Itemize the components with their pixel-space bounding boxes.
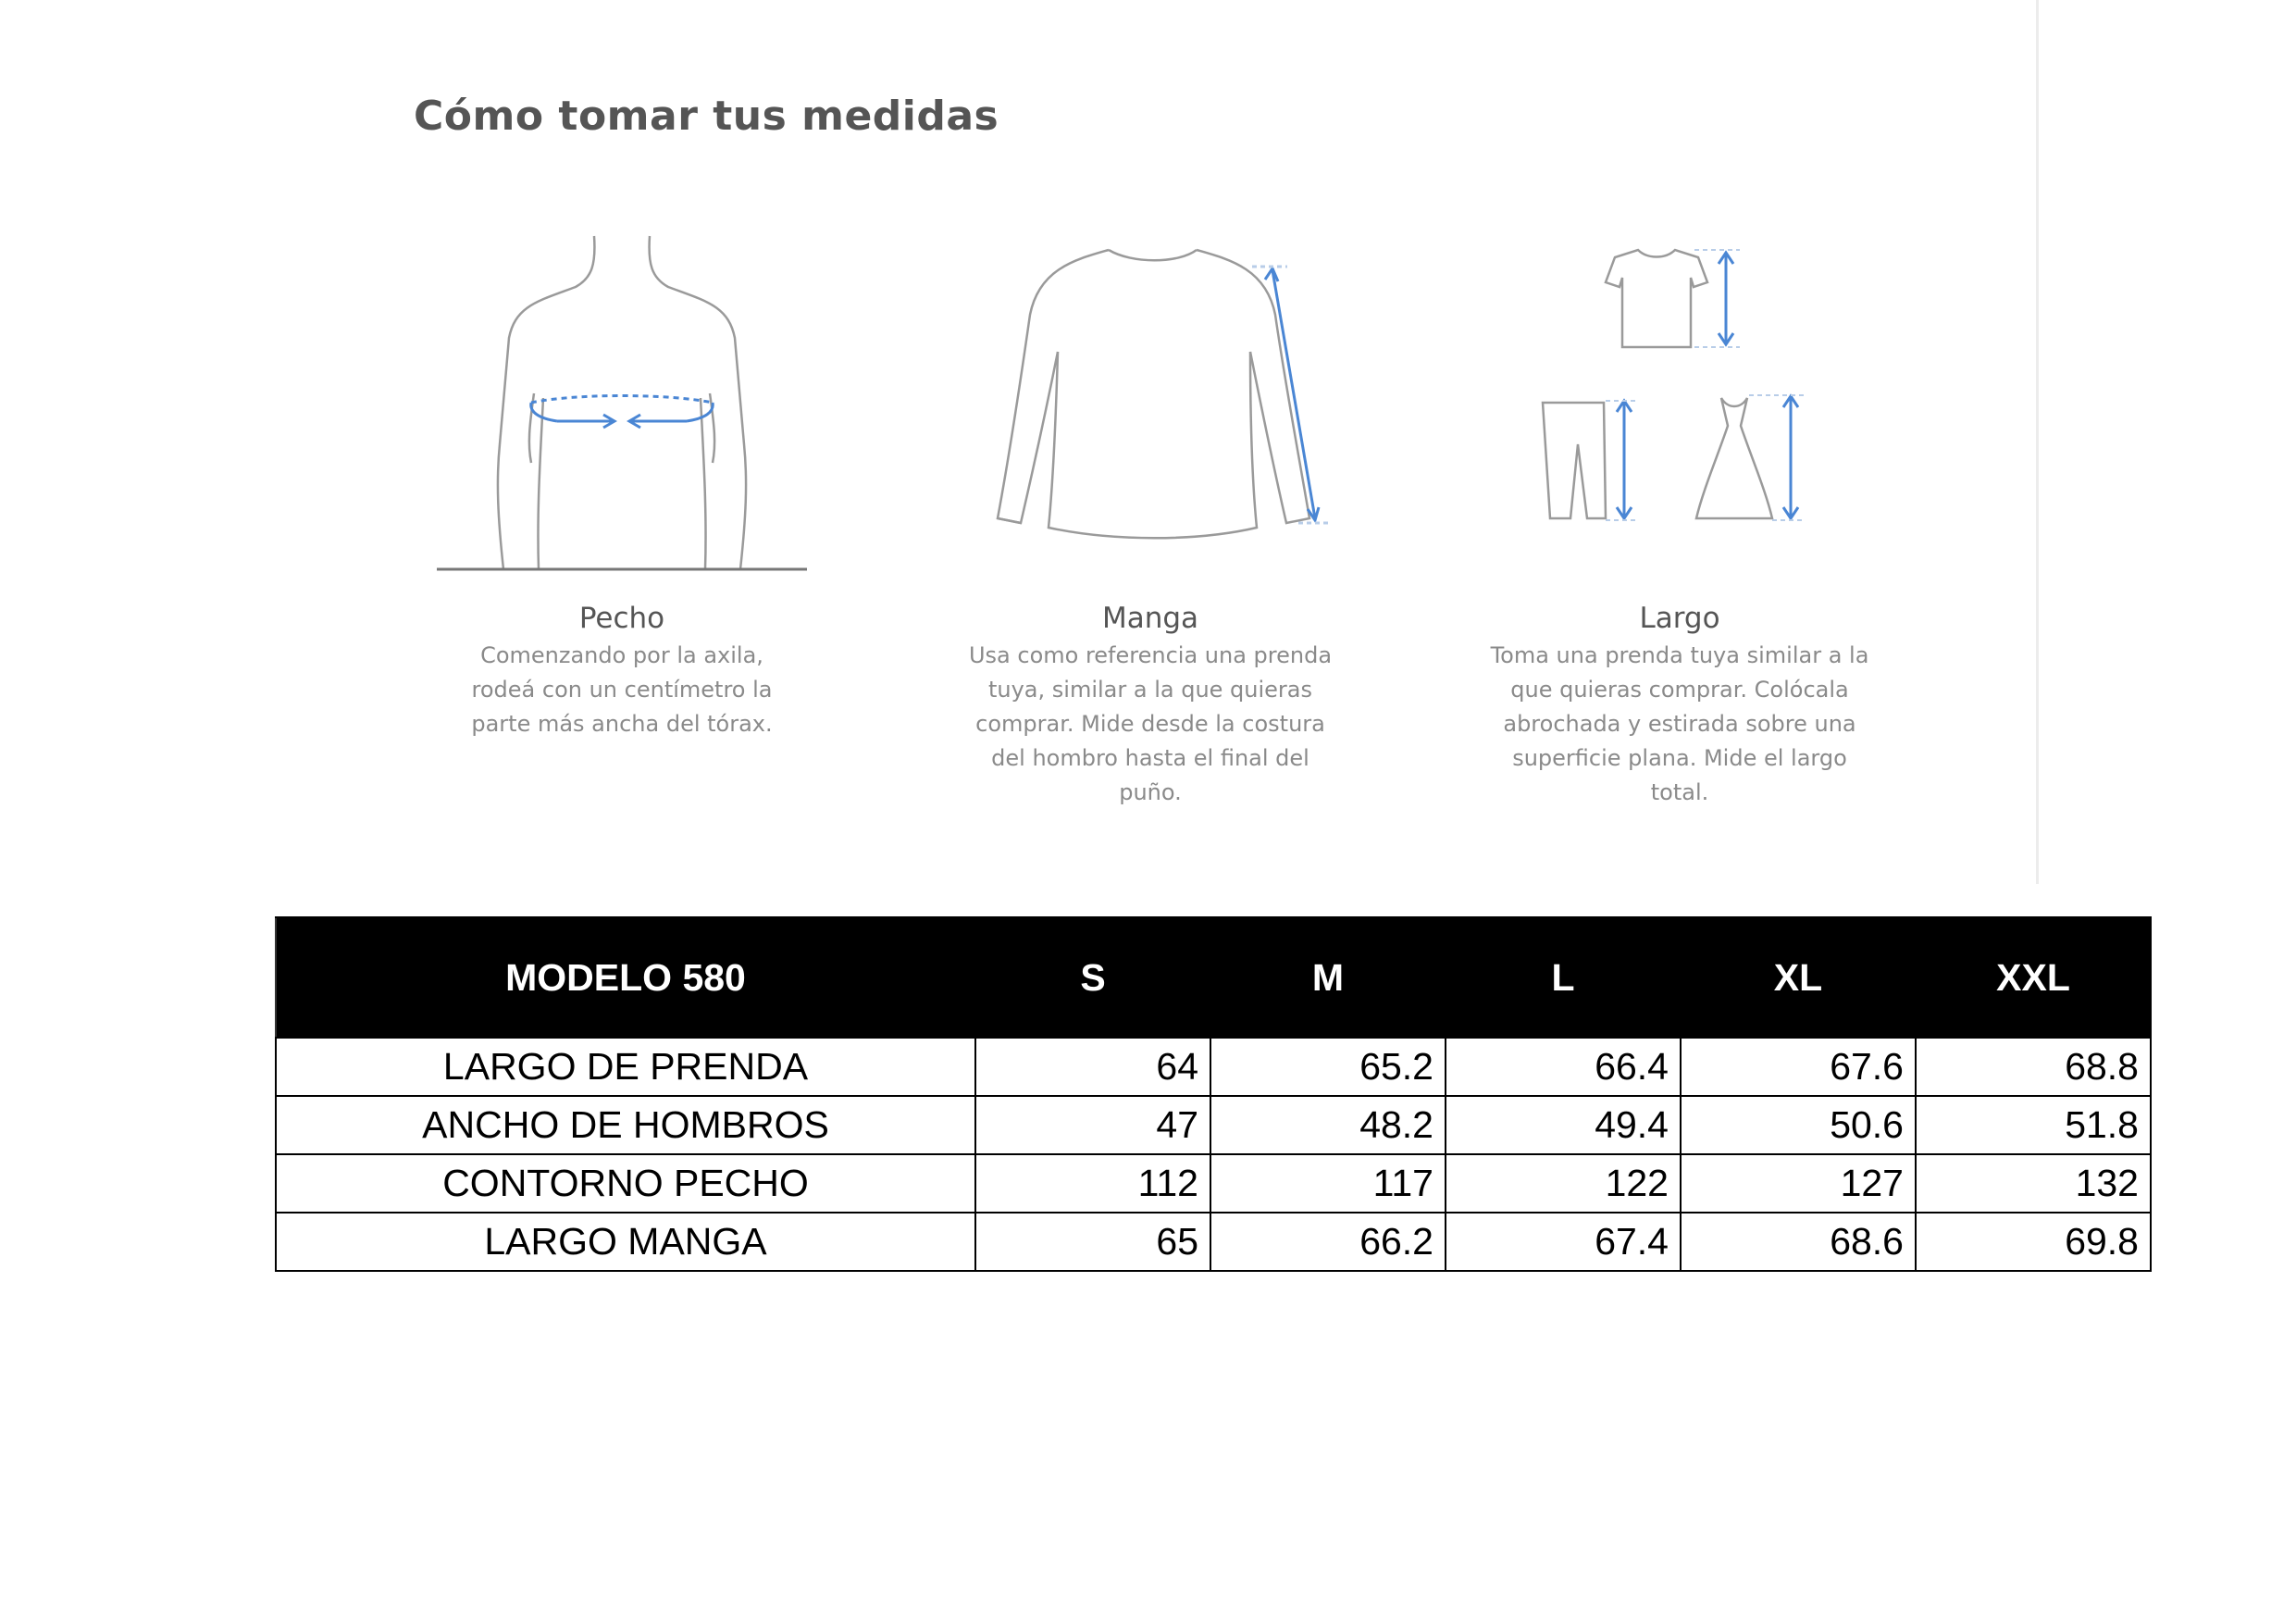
table-cell: 132 (1916, 1154, 2151, 1213)
manga-description: Usa como referencia una prenda tuya, similar a la que quieras comprar. Mide desde la costura del hombro hasta el final del puño. (968, 642, 1333, 805)
header-size-m: M (1210, 917, 1446, 1038)
table-row (276, 1096, 2151, 1154)
size-table-container (275, 916, 2152, 1272)
pecho-description: Comenzando por la axila, rodeá con un centímetro la parte más ancha del tórax. (471, 642, 773, 737)
guide-title: Cómo tomar tus medidas (414, 93, 999, 140)
largo-heading: Largo (1639, 602, 1720, 635)
table-cell: 66.4 (1446, 1038, 1681, 1096)
table-cell: 68.8 (1916, 1038, 2151, 1096)
header-model: MODELO 580 (276, 917, 975, 1038)
row-label: ANCHO DE HOMBROS (276, 1096, 975, 1154)
table-cell: 69.8 (1916, 1213, 2151, 1271)
table-cell: 67.4 (1446, 1213, 1681, 1271)
table-cell: 65.2 (1210, 1038, 1446, 1096)
header-size-l: L (1446, 917, 1681, 1038)
table-cell: 51.8 (1916, 1096, 2151, 1154)
table-cell: 64 (975, 1038, 1210, 1096)
table-cell: 112 (975, 1154, 1210, 1213)
manga-heading: Manga (1101, 602, 1199, 635)
table-cell: 117 (1210, 1154, 1446, 1213)
row-label: LARGO MANGA (276, 1213, 975, 1271)
table-cell: 50.6 (1681, 1096, 1916, 1154)
table-cell: 66.2 (1210, 1213, 1446, 1271)
table-cell: 65 (975, 1213, 1210, 1271)
table-row (276, 1154, 2151, 1213)
pecho-heading: Pecho (578, 602, 665, 635)
row-label: CONTORNO PECHO (276, 1154, 975, 1213)
table-cell: 67.6 (1681, 1038, 1916, 1096)
largo-description: Toma una prenda tuya similar a la que quieras comprar. Colócala abrochada y estirada sobre una superficie plana. Mide el largo total. (1490, 642, 1869, 805)
measurement-guide (0, 0, 2036, 889)
long-sleeve-shirt-measure-icon (947, 213, 1354, 602)
row-label: LARGO DE PRENDA (276, 1038, 975, 1096)
table-cell: 68.6 (1681, 1213, 1916, 1271)
table-cell: 122 (1446, 1154, 1681, 1213)
header-size-xl: XL (1681, 917, 1916, 1038)
table-cell: 47 (975, 1096, 1210, 1154)
table-row (276, 1213, 2151, 1271)
header-size-xxl: XXL (1916, 917, 2151, 1038)
garment-length-measure-icon (1476, 213, 1883, 602)
size-table (275, 916, 2152, 1272)
guide-column-pecho (418, 213, 825, 741)
guide-column-largo (1476, 213, 1883, 810)
header-size-s: S (975, 917, 1210, 1038)
table-row (276, 1038, 2151, 1096)
guide-column-manga (947, 213, 1354, 810)
divider (2036, 0, 2039, 884)
table-header-row (276, 917, 2151, 1038)
torso-chest-measure-icon (418, 213, 825, 602)
table-cell: 48.2 (1210, 1096, 1446, 1154)
table-cell: 49.4 (1446, 1096, 1681, 1154)
table-cell: 127 (1681, 1154, 1916, 1213)
